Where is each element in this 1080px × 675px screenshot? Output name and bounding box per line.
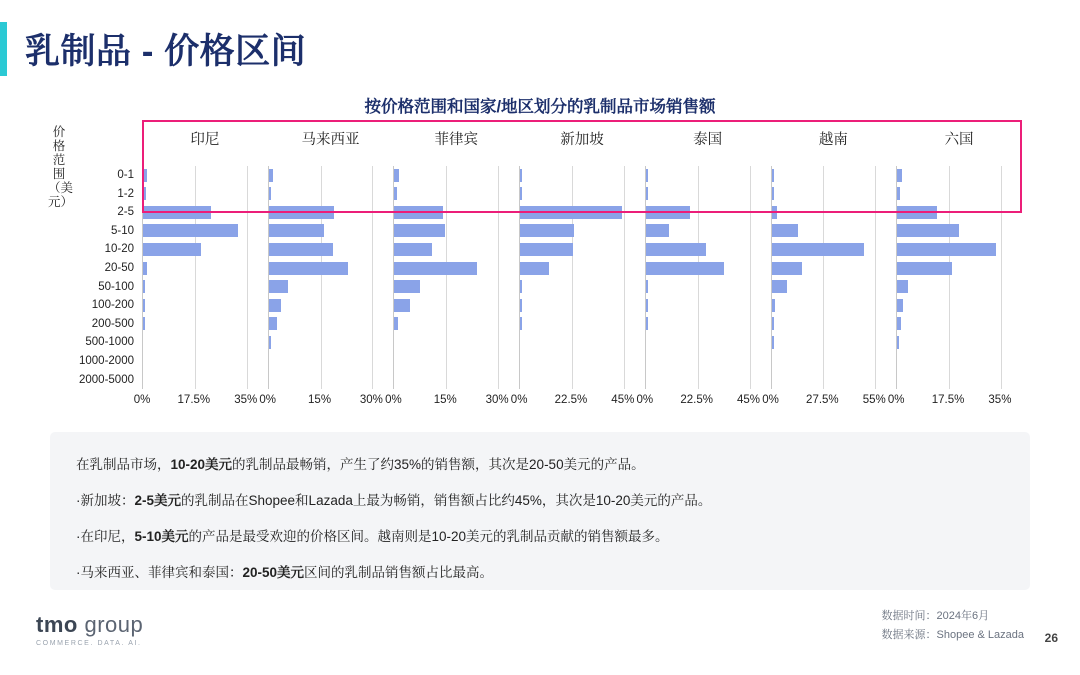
note-item: ·马来西亚、菲律宾和泰国：20-50美元区间的乳制品销售额占比最高。 (76, 565, 494, 580)
bar-row (520, 240, 645, 259)
bar-row (520, 222, 645, 241)
bar-row (646, 352, 771, 371)
bar-row (143, 203, 268, 222)
chart-area (0, 120, 1080, 420)
x-tick-label: 17.5% (177, 394, 211, 406)
y-axis-label: 价格范围（美元） (48, 125, 74, 209)
bar-row (772, 296, 897, 315)
data-time: 数据时间：2024年6月 (881, 610, 990, 622)
x-axis-ticks (762, 394, 897, 410)
bar (143, 317, 145, 330)
panel-越南 (762, 166, 897, 406)
bar (143, 280, 145, 293)
bar-row (394, 333, 519, 352)
plot-area (142, 166, 268, 389)
panel-title-泰国: 泰国 (693, 132, 723, 148)
panel-title-印尼: 印尼 (190, 132, 220, 148)
bar (646, 280, 648, 293)
category-label: 5-10 (110, 224, 134, 237)
bar-row (897, 240, 1022, 259)
x-tick-label: 0% (259, 394, 277, 406)
x-tick-label: 15% (433, 394, 457, 406)
logo-wordmark (36, 612, 143, 638)
category-label: 1-2 (117, 187, 134, 200)
bar (394, 262, 477, 275)
bar-row (143, 240, 268, 259)
category-label: 20-50 (104, 261, 134, 274)
bar-row (269, 278, 394, 297)
category-label: 200-500 (91, 317, 134, 330)
logo-tagline: COMMERCE. DATA. AI. (36, 640, 142, 647)
category-label: 2-5 (117, 206, 134, 219)
tmo-logo (36, 612, 143, 647)
bar-row (897, 278, 1022, 297)
x-axis-ticks (259, 394, 394, 410)
x-tick-label: 35% (234, 394, 258, 406)
bar-row (143, 185, 268, 204)
bar-row (646, 259, 771, 278)
x-tick-label: 0% (133, 394, 151, 406)
bar-row (520, 371, 645, 390)
bar (520, 187, 522, 200)
bar (646, 262, 724, 275)
bar-row (520, 315, 645, 334)
panel-菲律宾 (385, 166, 519, 406)
x-tick-label: 22.5% (554, 394, 588, 406)
notes-panel (50, 432, 1030, 590)
bar-row (143, 333, 268, 352)
header-accent-bar (0, 22, 7, 76)
bar (897, 317, 901, 330)
bar-row (897, 333, 1022, 352)
bar-row (646, 185, 771, 204)
bar-row (772, 166, 897, 185)
bar-row (646, 240, 771, 259)
panel-title-新加坡: 新加坡 (560, 132, 604, 148)
x-tick-label: 17.5% (931, 394, 965, 406)
x-tick-label: 22.5% (680, 394, 713, 406)
logo-bold-text: tmo (36, 612, 78, 637)
category-label: 10-20 (104, 243, 134, 256)
bar (520, 317, 522, 330)
bar-row (269, 371, 394, 390)
bar (772, 206, 778, 219)
page-header (0, 22, 306, 76)
category-label: 500-1000 (85, 336, 134, 349)
x-tick-label: 30% (485, 394, 509, 406)
x-tick-label: 45% (737, 394, 761, 406)
bar (269, 336, 271, 349)
bar (269, 280, 288, 293)
bar-row (269, 222, 394, 241)
x-tick-label: 35% (988, 394, 1012, 406)
bar (269, 169, 273, 182)
panel-title-马来西亚: 马来西亚 (301, 132, 360, 148)
bar (394, 187, 397, 200)
bar (520, 262, 549, 275)
bar (520, 169, 522, 182)
bar (897, 299, 903, 312)
bar-row (269, 185, 394, 204)
bar (269, 224, 324, 237)
x-tick-label: 0% (887, 394, 905, 406)
x-tick-label: 15% (308, 394, 332, 406)
bar-row (646, 278, 771, 297)
plot-area (519, 166, 645, 389)
bar-row (394, 371, 519, 390)
bar (646, 317, 648, 330)
bar-row (143, 352, 268, 371)
bar-row (772, 222, 897, 241)
footer-meta (882, 607, 1024, 645)
logo-light-text: group (84, 612, 144, 637)
bar (143, 169, 147, 182)
bar (143, 299, 145, 312)
chart-title: 按价格范围和国家/地区划分的乳制品市场销售额 (364, 98, 716, 116)
bar-row (143, 166, 268, 185)
panel-泰国 (636, 166, 771, 406)
bar-row (520, 259, 645, 278)
bar-row (394, 240, 519, 259)
bar-row (520, 166, 645, 185)
category-label: 100-200 (91, 299, 134, 312)
bar-row (646, 371, 771, 390)
bar-row (897, 203, 1022, 222)
bar-row (394, 315, 519, 334)
bar (520, 224, 574, 237)
bar-row (897, 371, 1022, 390)
plot-area (645, 166, 771, 389)
bar (772, 262, 802, 275)
bar-row (394, 296, 519, 315)
bar (897, 336, 899, 349)
bar (897, 224, 959, 237)
note-item: ·新加坡：2-5美元的乳制品在Shopee和Lazada上最为畅销，销售额占比约45%，其次是10-20美元的产品。 (76, 493, 712, 508)
category-axis-labels (70, 166, 140, 389)
bar (269, 187, 272, 200)
bar-row (269, 203, 394, 222)
bar (269, 299, 281, 312)
bar-row (646, 333, 771, 352)
bar-row (646, 203, 771, 222)
bar (772, 299, 776, 312)
bar-row (897, 166, 1022, 185)
x-axis-ticks (385, 394, 519, 410)
bar (394, 224, 444, 237)
x-tick-label: 0% (762, 394, 779, 406)
page-title: 乳制品 - 价格区间 (25, 32, 307, 71)
bar-row (897, 352, 1022, 371)
x-tick-label: 0% (510, 394, 528, 406)
bar-row (394, 278, 519, 297)
bar-row (269, 240, 394, 259)
x-axis-ticks (510, 394, 645, 410)
bar-row (520, 296, 645, 315)
note-item: 在乳制品市场，10-20美元的乳制品最畅销，产生了约35%的销售额，其次是20-50美元的产品。 (76, 457, 645, 472)
bar (772, 336, 774, 349)
bar-row (646, 166, 771, 185)
bar-row (394, 352, 519, 371)
bar-row (897, 296, 1022, 315)
x-tick-label: 45% (611, 394, 635, 406)
bar (772, 224, 798, 237)
bar-row (772, 259, 897, 278)
bar (143, 224, 238, 237)
bar-row (394, 185, 519, 204)
bar-row (772, 315, 897, 334)
bar-row (646, 315, 771, 334)
x-axis-ticks (636, 394, 771, 410)
bar-row (269, 259, 394, 278)
bar-row (772, 278, 897, 297)
bar-row (269, 166, 394, 185)
bar (394, 206, 442, 219)
category-label: 0-1 (117, 169, 134, 181)
bar (646, 243, 706, 256)
bar-row (520, 352, 645, 371)
bar-row (520, 203, 645, 222)
panel-title-六国: 六国 (944, 132, 974, 148)
bar (394, 280, 420, 293)
bar (646, 206, 690, 219)
bar (646, 299, 648, 312)
bar (897, 169, 901, 182)
panel-title-菲律宾: 菲律宾 (434, 132, 478, 148)
bar-row (772, 371, 897, 390)
x-axis-ticks (887, 394, 1022, 410)
bar (772, 317, 775, 330)
panel-title-越南: 越南 (818, 132, 848, 148)
bar (897, 262, 952, 275)
note-item: ·在印尼，5-10美元的产品是最受欢迎的价格区间。越南则是10-20美元的乳制品贡献的销售额最多。 (76, 529, 669, 544)
bar (394, 169, 398, 182)
bar-row (269, 296, 394, 315)
bar (520, 206, 621, 219)
bar (646, 224, 669, 237)
bar (394, 317, 397, 330)
bar (143, 187, 146, 200)
bar-row (143, 278, 268, 297)
bar (897, 243, 996, 256)
bar-row (143, 259, 268, 278)
bar-row (143, 371, 268, 390)
x-tick-label: 0% (636, 394, 654, 406)
bar-row (897, 315, 1022, 334)
bar (772, 243, 864, 256)
bar-row (772, 352, 897, 371)
panel-印尼 (133, 166, 268, 406)
bar (897, 206, 937, 219)
bar (520, 280, 522, 293)
bar-row (394, 222, 519, 241)
bar-row (143, 315, 268, 334)
bar (646, 187, 648, 200)
bar (394, 299, 410, 312)
bar-row (520, 333, 645, 352)
bar (394, 243, 432, 256)
chart-panels (133, 166, 1022, 406)
bar (143, 206, 211, 219)
category-label: 1000-2000 (79, 354, 134, 367)
x-tick-label: 27.5% (806, 394, 839, 406)
x-tick-label: 55% (862, 394, 886, 406)
panel-titles (142, 128, 1022, 149)
bar (772, 187, 774, 200)
panel-六国 (887, 166, 1022, 406)
data-source: 数据来源：Shopee & Lazada (881, 629, 1024, 641)
bar (897, 187, 900, 200)
bar (897, 280, 907, 293)
bar (269, 317, 278, 330)
bar (772, 169, 774, 182)
x-tick-label: 30% (359, 394, 383, 406)
panel-新加坡 (510, 166, 645, 406)
x-tick-label: 0% (385, 394, 402, 406)
bar (143, 262, 147, 275)
bar (520, 243, 573, 256)
bar-row (772, 185, 897, 204)
plot-area (393, 166, 519, 389)
bar (772, 280, 787, 293)
bar-row (897, 259, 1022, 278)
bar-row (269, 333, 394, 352)
bar (269, 243, 333, 256)
bar-row (897, 222, 1022, 241)
panel-马来西亚 (259, 166, 394, 406)
category-label: 50-100 (98, 280, 134, 293)
bar-row (646, 296, 771, 315)
plot-area (896, 166, 1022, 389)
bar-row (394, 259, 519, 278)
bar (646, 169, 648, 182)
bar-row (897, 185, 1022, 204)
category-label: 2000-5000 (79, 373, 134, 386)
bar-row (520, 185, 645, 204)
bar-row (772, 240, 897, 259)
plot-area (771, 166, 897, 389)
bar-row (269, 315, 394, 334)
bar (143, 243, 201, 256)
bar-row (772, 333, 897, 352)
bar-row (269, 352, 394, 371)
bar-row (520, 278, 645, 297)
bar-row (646, 222, 771, 241)
bar (269, 206, 335, 219)
plot-area (268, 166, 394, 389)
bar-row (394, 203, 519, 222)
page-number: 26 (1044, 631, 1058, 645)
x-axis-ticks (133, 394, 268, 410)
bar-row (394, 166, 519, 185)
bar-row (143, 296, 268, 315)
bar (520, 299, 522, 312)
bar-row (143, 222, 268, 241)
bar-row (772, 203, 897, 222)
bar (269, 262, 349, 275)
